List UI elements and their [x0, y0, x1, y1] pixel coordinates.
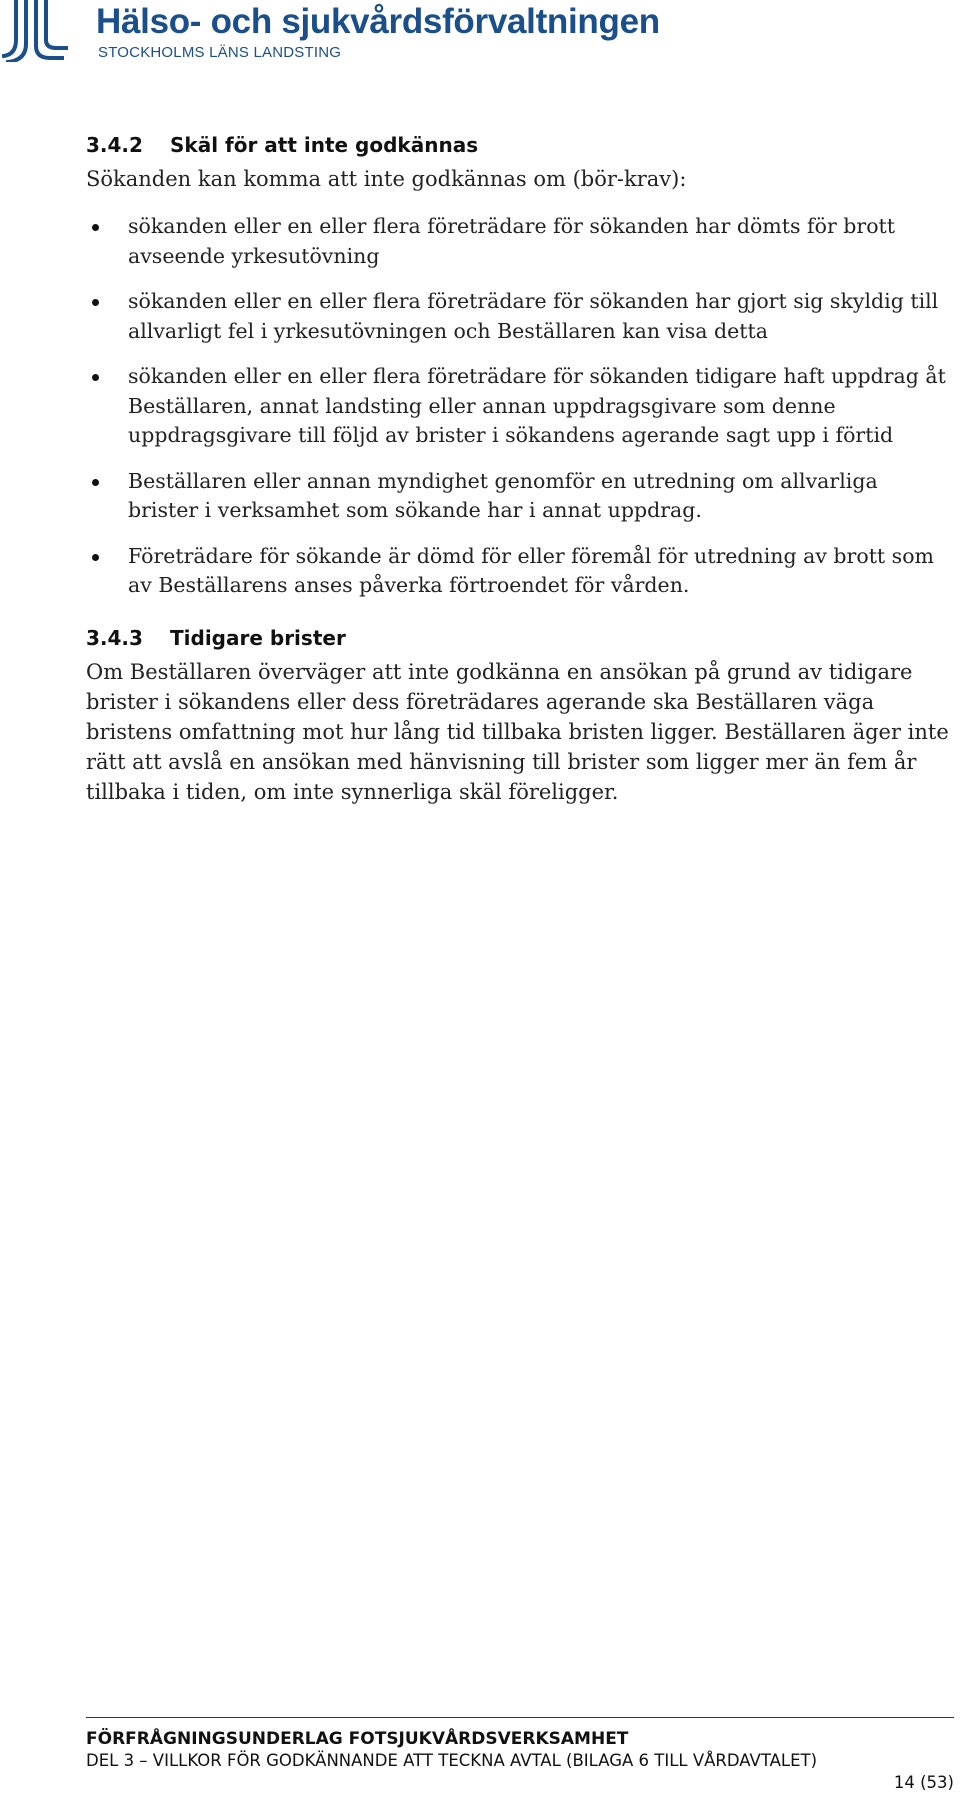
list-item — [86, 212, 954, 271]
list-item — [86, 287, 954, 346]
bullet-icon — [92, 479, 99, 486]
section-title: Skäl för att inte godkännas — [170, 133, 479, 157]
list-item-text: sökanden eller en eller flera företrädare för sökanden har gjort sig skyldig till allvarligt fel i yrkesutövningen och Beställaren kan visa detta — [128, 289, 939, 343]
section-number: 3.4.3 — [86, 625, 143, 650]
page-header — [0, 0, 960, 64]
organization-subtitle: STOCKHOLMS LÄNS LANDSTING — [98, 44, 342, 61]
list-item-text: Företrädare för sökande är dömd för eller föremål för utredning av brott som av Beställarens anses påverka förtroendet för vården. — [128, 543, 934, 597]
section-title: Tidigare brister — [170, 625, 346, 650]
section-number: 3.4.2 — [86, 133, 143, 157]
footer-title: FÖRFRÅGNINGSUNDERLAG FOTSJUKVÅRDSVERKSAMHET — [86, 1729, 629, 1749]
criteria-list — [86, 212, 954, 601]
section-intro: Sökanden kan komma att inte godkännas om (bör-krav): — [86, 167, 687, 191]
bullet-icon — [92, 299, 99, 306]
list-item-text: Beställaren eller annan myndighet genomför en utredning om allvarliga brister i verksamhet som sökande har i annat uppdrag. — [128, 468, 878, 522]
list-item — [86, 467, 954, 526]
document-body — [86, 132, 954, 807]
list-item-text: sökanden eller en eller flera företrädare för sökanden har dömts för brott avseende yrkesutövning — [128, 214, 896, 268]
list-item — [86, 542, 954, 601]
page-number: 14 (53) — [893, 1773, 954, 1792]
section-heading — [86, 132, 954, 158]
bullet-icon — [92, 224, 99, 231]
section-paragraph: Om Beställaren överväger att inte godkänna en ansökan på grund av tidigare brister i sökandens eller dess företrädares agerande ska Beställaren väga bristens omfattning mot hur lång tid tillbaka bristen ligger. Beställaren äger inte rätt att avslå en ansökan med hänvisning till brister som ligger mer än fem år tillbaka i tiden, om inte synnerliga skäl föreligger. — [86, 659, 949, 804]
sll-logo-icon — [2, 0, 88, 62]
footer-part: DEL 3 – VILLKOR FÖR GODKÄNNANDE ATT TECKNA AVTAL (BILAGA 6 TILL VÅRDAVTALET) — [86, 1751, 818, 1770]
page-footer — [86, 1717, 954, 1794]
bullet-icon — [92, 374, 99, 381]
list-item-text: sökanden eller en eller flera företrädare för sökanden tidigare haft uppdrag åt Beställaren, annat landsting eller annan uppdragsgivare som denne uppdragsgivare till följd av brister i sökandens agerande sagt upp i förtid — [128, 364, 946, 447]
organization-name: Hälso- och sjukvårdsförvaltningen — [96, 2, 660, 41]
list-item — [86, 362, 954, 451]
section-heading — [86, 625, 954, 651]
bullet-icon — [92, 554, 99, 561]
footer-divider — [86, 1717, 954, 1718]
